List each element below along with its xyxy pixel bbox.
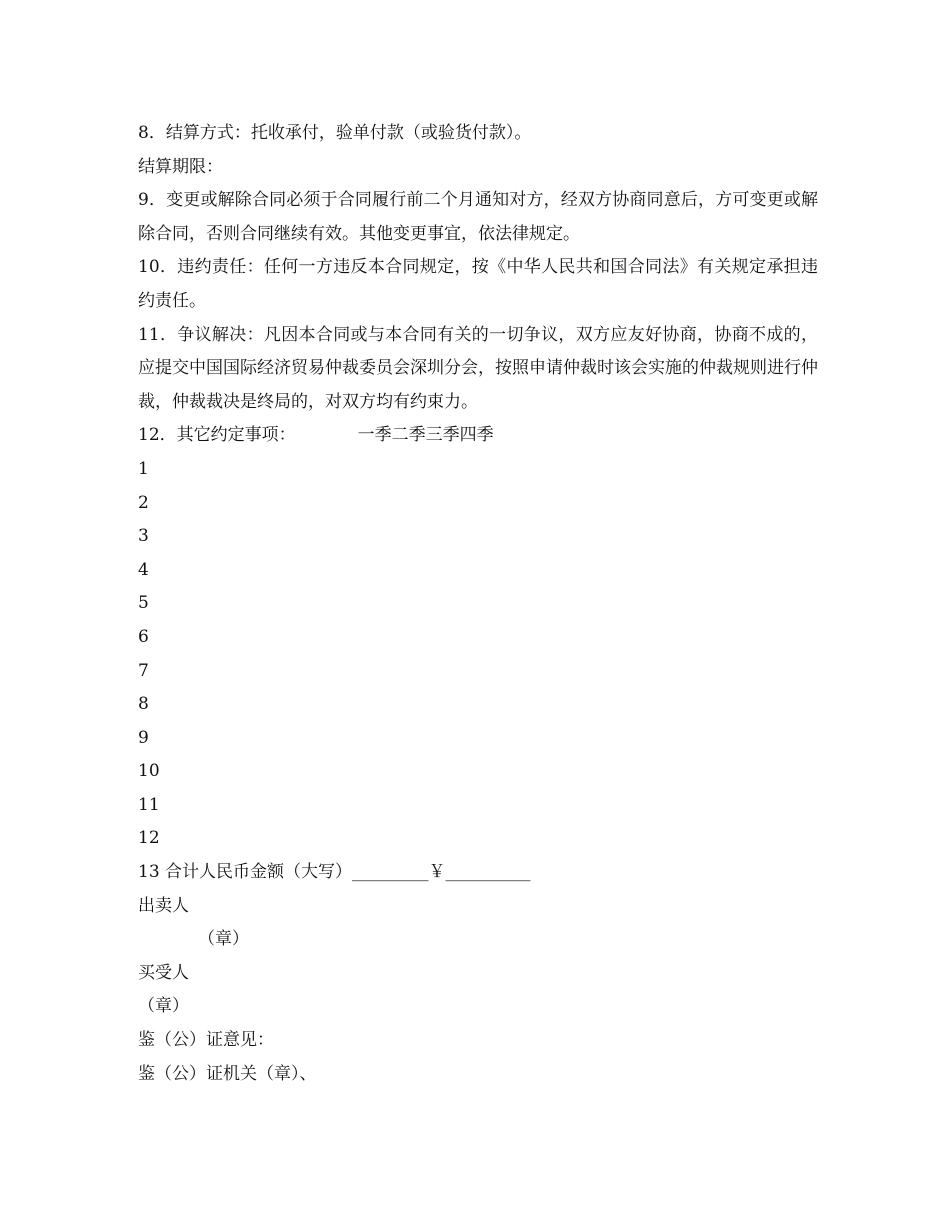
row-number: 8 xyxy=(138,694,149,715)
row-number: 3 xyxy=(138,526,149,547)
row-number: 6 xyxy=(138,626,149,647)
clause-12-label: 12．其它约定事项： xyxy=(138,425,296,446)
row-number: 7 xyxy=(138,660,149,681)
clause-8-settlement-period: 结算期限： xyxy=(138,156,223,177)
notary-opinion-label: 鉴（公）证意见： xyxy=(138,1030,274,1051)
seller-seal: （章） xyxy=(198,929,249,950)
row-number: 12 xyxy=(138,828,160,849)
clause-12-other-terms xyxy=(138,419,818,453)
row-number: 9 xyxy=(138,727,149,748)
row-number: 5 xyxy=(138,593,149,614)
seller-label: 出卖人 xyxy=(138,895,189,916)
row-number: 10 xyxy=(138,761,160,782)
buyer-label: 买受人 xyxy=(138,962,189,983)
total-amount-line: 13 合计人民币金额（大写）_________￥__________ xyxy=(138,862,531,883)
clause-11-dispute: 11．争议解决：凡因本合同或与本合同有关的一切争议，双方应友好协商，协商不成的，应提交中国国际经济贸易仲裁委员会深圳分会，按照申请仲裁时该会实施的仲裁规则进行仲裁，仲裁裁决是终局的，对双方均有约束力。 xyxy=(138,324,818,412)
row-number: 11 xyxy=(138,794,160,815)
contract-body xyxy=(138,117,818,1091)
row-number: 4 xyxy=(138,559,149,580)
buyer-seal: （章） xyxy=(138,996,189,1017)
clause-9-modification: 9．变更或解除合同必须于合同履行前二个月通知对方，经双方协商同意后，方可变更或解除合同，否则合同继续有效。其他变更事宜，依法律规定。 xyxy=(138,190,818,244)
clause-10-liability: 10．违约责任：任何一方违反本合同规定，按《中华人民共和国合同法》有关规定承担违约责任。 xyxy=(138,257,818,311)
clause-12-quarters: 一季二季三季四季 xyxy=(357,425,494,446)
clause-8-settlement-method: 8．结算方式：托收承付，验单付款（或验货付款）。 xyxy=(138,123,532,143)
row-number: 2 xyxy=(138,492,149,513)
row-number: 1 xyxy=(138,458,149,479)
notary-office-label: 鉴（公）证机关（章）、 xyxy=(138,1063,317,1084)
